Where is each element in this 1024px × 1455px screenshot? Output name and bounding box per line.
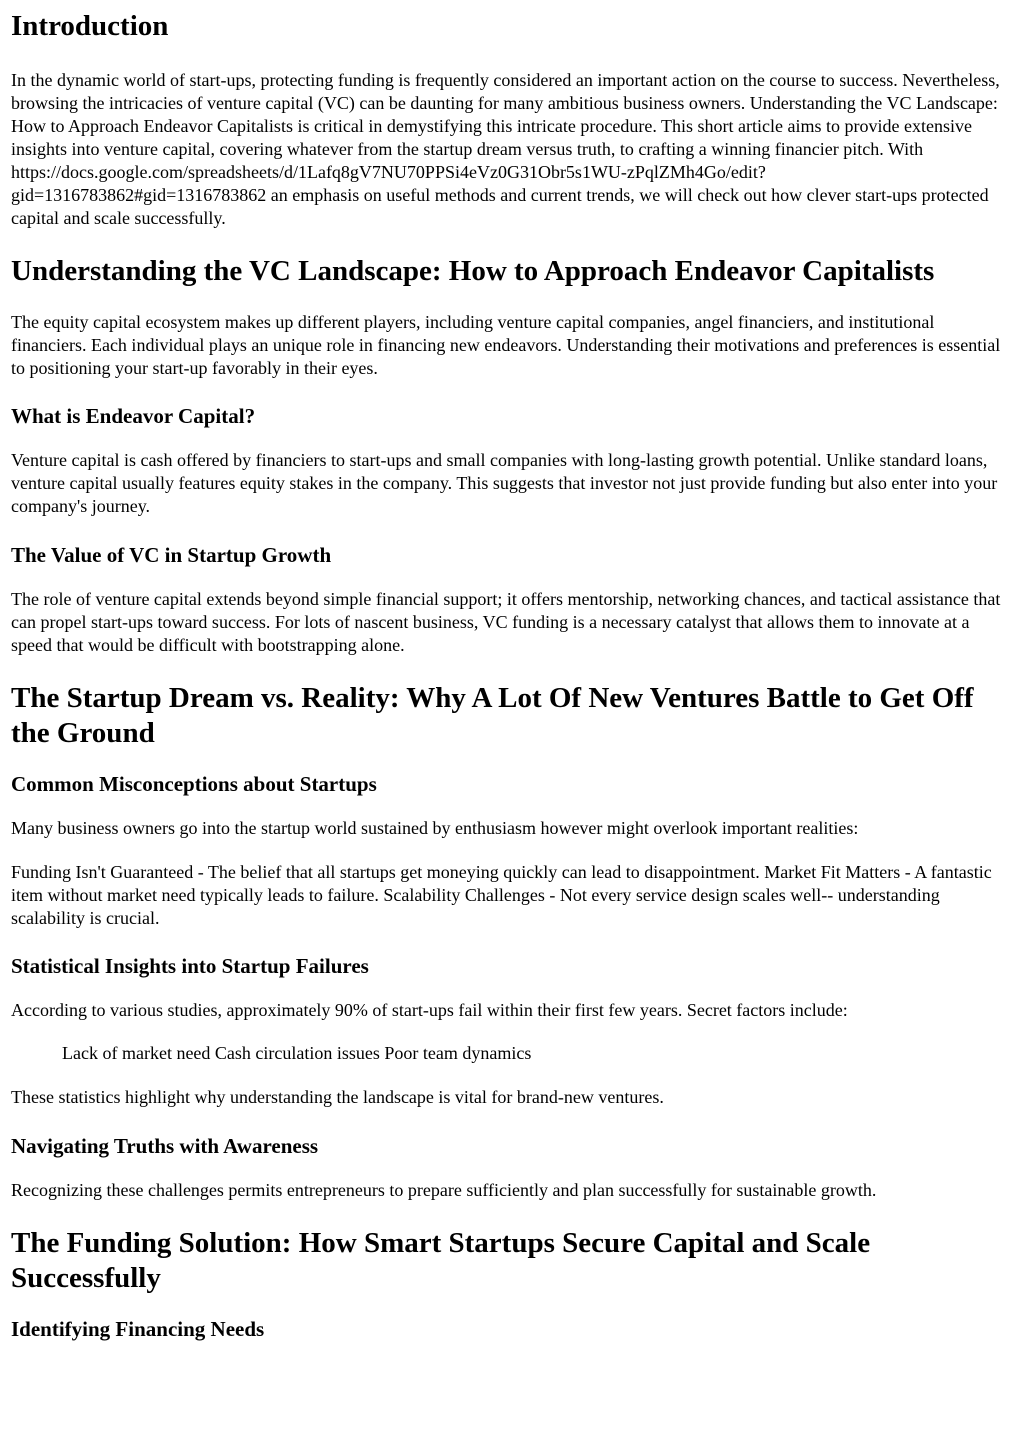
vc-landscape-paragraph: The equity capital ecosystem makes up different players, including venture capital companies, angel financiers, and institutional financiers. Each individual plays an unique role in financing new endeavors. Understanding their motivations and preferences is essential to positioning your start-up favorably in their eyes. bbox=[11, 312, 1001, 378]
subheading-value-of-vc: The Value of VC in Startup Growth bbox=[11, 543, 332, 567]
subheading-identifying-financing-needs: Identifying Financing Needs bbox=[11, 1317, 265, 1341]
misconceptions-paragraph: Many business owners go into the startup world sustained by enthusiasm however might overlook important realities: bbox=[11, 818, 859, 838]
statistics-paragraph: According to various studies, approximately 90% of start-ups fail within their first few years. Secret factors include: bbox=[11, 1000, 848, 1020]
section-heading-dream-vs-reality: The Startup Dream vs. Reality: Why A Lot Of New Ventures Battle to Get Off the Ground bbox=[11, 682, 974, 749]
subheading-what-is-vc: What is Endeavor Capital? bbox=[11, 404, 256, 428]
page-title: Introduction bbox=[11, 10, 169, 42]
subheading-misconceptions: Common Misconceptions about Startups bbox=[11, 772, 377, 796]
section-heading-funding-solution: The Funding Solution: How Smart Startups Secure Capital and Scale Successfully bbox=[11, 1227, 871, 1294]
subheading-statistical-insights: Statistical Insights into Startup Failures bbox=[11, 954, 369, 978]
section-heading-vc-landscape: Understanding the VC Landscape: How to Approach Endeavor Capitalists bbox=[11, 255, 935, 287]
failure-factors-list: Lack of market need Cash circulation issues Poor team dynamics bbox=[62, 1043, 532, 1063]
subheading-navigating-truths: Navigating Truths with Awareness bbox=[11, 1134, 319, 1158]
article bbox=[0, 9, 1024, 1342]
statistics-summary-paragraph: These statistics highlight why understanding the landscape is vital for brand-new ventures. bbox=[11, 1087, 664, 1107]
intro-paragraph: In the dynamic world of start-ups, protecting funding is frequently considered an important action on the course to success. Nevertheless, browsing the intricacies of venture capital (VC) can be daunting for many ambitious business owners. Understanding the VC Landscape: How to Approach Endeavor Capitalists is critical in demystifying this intricate procedure. This short article aims to provide extensive insights into venture capital, covering whatever from the startup dream versus truth, to crafting a winning financier pitch. With https://docs.google.com/spreadsheets/d/1Lafq8gV7NU70PPSi4eVz0G31Obr5s1WU-zPqlZMh4Go/edit?gid=1316783862#gid=1316783862 an emphasis on useful methods and current trends, we will check out how clever start-ups protected capital and scale successfully. bbox=[11, 70, 1000, 228]
navigating-paragraph: Recognizing these challenges permits entrepreneurs to prepare sufficiently and plan successfully for sustainable growth. bbox=[11, 1180, 877, 1200]
what-is-vc-paragraph: Venture capital is cash offered by financiers to start-ups and small companies with long-lasting growth potential. Unlike standard loans, venture capital usually features equity stakes in the company. This suggests that investor not just provide funding but also enter into your company's journey. bbox=[11, 450, 998, 516]
value-of-vc-paragraph: The role of venture capital extends beyond simple financial support; it offers mentorship, networking chances, and tactical assistance that can propel start-ups toward success. For lots of nascent business, VC funding is a necessary catalyst that allows them to innovate at a speed that would be difficult with bootstrapping alone. bbox=[11, 589, 1001, 655]
misconceptions-list-paragraph: Funding Isn't Guaranteed - The belief that all startups get moneying quickly can lead to disappointment. Market Fit Matters - A fantastic item without market need typically leads to failure. Scalability Challenges - Not every service design scales well-- understanding scalability is crucial. bbox=[11, 862, 992, 928]
